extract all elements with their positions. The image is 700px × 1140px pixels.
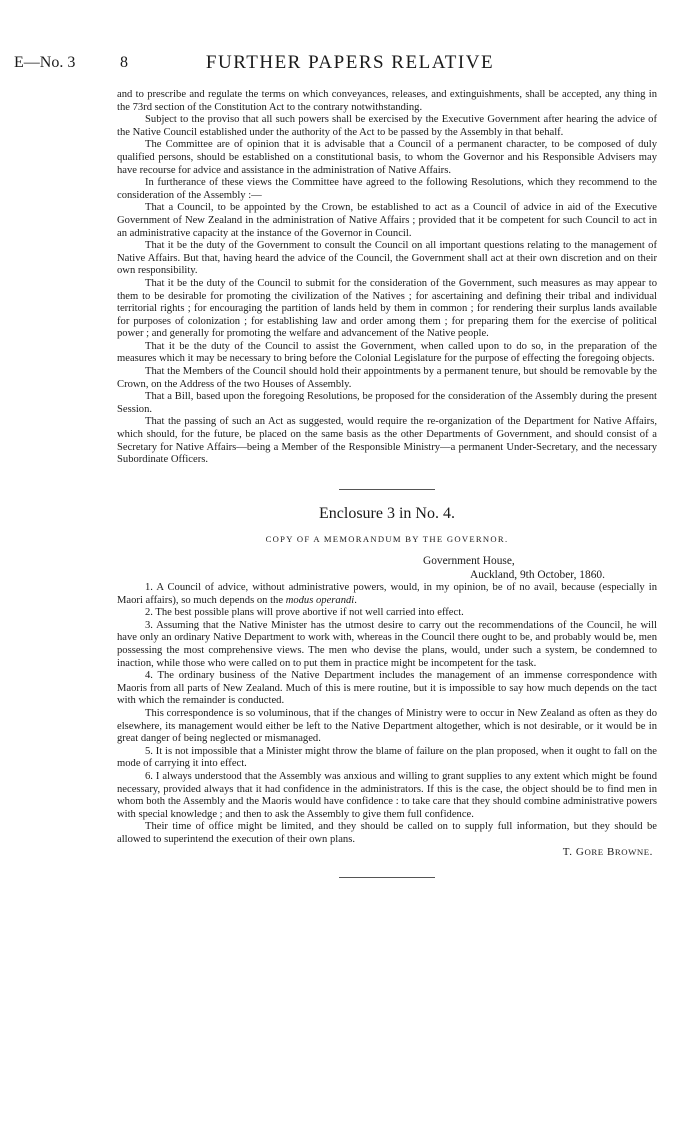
memo-paragraph bbox=[117, 582, 657, 607]
section-divider bbox=[339, 489, 435, 490]
document-body bbox=[117, 89, 657, 896]
running-title: FURTHER PAPERS RELATIVE bbox=[205, 52, 495, 73]
memo-paragraph: This correspondence is so voluminous, that if the changes of Ministry were to occur in New Zealand as often as they do elsewhere, its management would either be left to the Native Department altogether, which is not desirable, or it would be in great danger of being neglected or mismanaged. bbox=[117, 707, 657, 745]
report-paragraph: The Committee are of opinion that it is advisable that a Council of a permanent character, to be composed of duly qualified persons, should be established on a constitutional basis, to whom the Governor and his Responsible Advisers may have recourse for advice and assistance in the administration of Native Affairs. bbox=[117, 139, 657, 176]
signature: T. GORE BROWNE. bbox=[562, 846, 653, 859]
memo-paragraph: 6. I always understood that the Assembly was anxious and willing to grant supplies to any extent which might be found necessary, provided always that it had confidence in the administrators. If this is the case, the object should be to find men in whom both the Assembly and the Maoris would have confidence : to take care that they should combine administrative powers with special knowledge ; and then to ask the Assembly to give them full confidence. bbox=[117, 770, 657, 820]
resolution-paragraph: That it be the duty of the Government to consult the Council on all important questions relating to the management of Native Affairs. But that, having heard the advice of the Council, the Government shall act at their own discretion and on their own responsibility. bbox=[117, 240, 657, 277]
resolution-paragraph: That the Members of the Council should hold their appointments by a permanent tenure, but should be removable by the Crown, on the Address of the two Houses of Assembly. bbox=[117, 366, 657, 390]
resolution-paragraph: That a Bill, based upon the foregoing Resolutions, be proposed for the consideration of the Assembly during the present Session. bbox=[117, 391, 657, 415]
memo-paragraph: Their time of office might be limited, and they should be called on to supply full information, but they should be allowed to superintend the execution of their own plans. bbox=[117, 821, 657, 845]
governor-memorandum bbox=[117, 582, 657, 846]
memo-paragraph: 5. It is not impossible that a Minister might throw the blame of failure on the plan proposed, when it ought to fall on the mode of carrying it into effect. bbox=[117, 745, 657, 770]
resolution-paragraph: That the passing of such an Act as suggested, would require the re-organization of the Department for Native Affairs, which should, for the future, be placed on the same basis as the other Departments of Government, and should consist of a Secretary for Native Affairs—being a Member of the Responsible Ministry—a permanent Under-Secretary, and the necessary Subordinate Officers. bbox=[117, 416, 657, 466]
page-header bbox=[14, 52, 686, 76]
memo-text: 1. A Council of advice, without administrative powers, would, in my opinion, be of no avail, because (especially in Maori affairs), so much depends on the bbox=[117, 582, 657, 606]
report-paragraph: In furtherance of these views the Committee have agreed to the following Resolutions, which they recommend to the consideration of the Assembly :— bbox=[117, 177, 657, 201]
memo-paragraph: 4. The ordinary business of the Native Department includes the management of an immense correspondence with Maoris from all parts of New Zealand. Much of this is mere routine, but it is impossible to say how much depends on the tact with which the remainder is conducted. bbox=[117, 670, 657, 707]
closing-divider bbox=[339, 877, 435, 878]
report-paragraph: and to prescribe and regulate the terms on which conveyances, releases, and extinguishments, shall be accepted, any thing in the 73rd section of the Constitution Act to the contrary notwithstanding. bbox=[117, 89, 657, 113]
memorandum-subheading: COPY OF A MEMORANDUM BY THE GOVERNOR. bbox=[265, 534, 509, 545]
enclosure-heading: Enclosure 3 in No. 4. bbox=[319, 504, 455, 522]
resolution-paragraph: That a Council, to be appointed by the Crown, be established to act as a Council of advice in aid of the Executive Government of New Zealand in the administration of Native Affairs ; provided that it be competent for such Council to act in an administrative capacity at the instance of the Governor in Council. bbox=[117, 202, 657, 239]
memo-paragraph: 2. The best possible plans will prove abortive if not well carried into effect. bbox=[145, 607, 464, 619]
memo-text: . bbox=[354, 594, 357, 606]
committee-report bbox=[117, 89, 657, 467]
report-paragraph: Subject to the proviso that all such powers shall be exercised by the Executive Government after hearing the advice of the Native Council established under the authority of the Act to be passed by the Assembly in that behalf. bbox=[117, 114, 657, 138]
page-number: 8 bbox=[120, 54, 128, 71]
resolution-paragraph: That it be the duty of the Council to submit for the consideration of the Government, such measures as may appear to them to be desirable for promoting the civilization of the Natives ; for ascertaining and defining their tribal and individual territorial rights ; for encouraging the partition of lands held by them in common ; for rendering their surplus lands available for purposes of colonization ; for establishing law and order among them ; for preparing them for the exercise of political power ; and generally for promoting the welfare and advancement of the Native people. bbox=[117, 277, 657, 340]
resolution-paragraph: That it be the duty of the Council to assist the Government, when called upon to do so, in the preparation of the measures which it may be necessary to bring before the Colonial Legislature for the purpose of effecting the foregoing objects. bbox=[117, 340, 657, 365]
memo-italic-phrase: modus operandi bbox=[285, 594, 355, 606]
series-label: E—No. 3 bbox=[14, 54, 76, 71]
address-line-1: Government House, bbox=[423, 555, 515, 567]
memo-paragraph: 3. Assuming that the Native Minister has the utmost desire to carry out the recommendations of the Council, he will have only an ordinary Native Department to work with, whereas in the Council there ought to be, and probably would be, men possessing the most comprehensive views. The men who devise the plans, would, under such a system, be condemned to inaction, while those who were called on to put them in practice might be incompetent for the task. bbox=[117, 619, 657, 669]
address-line-2: Auckland, 9th October, 1860. bbox=[470, 569, 605, 581]
